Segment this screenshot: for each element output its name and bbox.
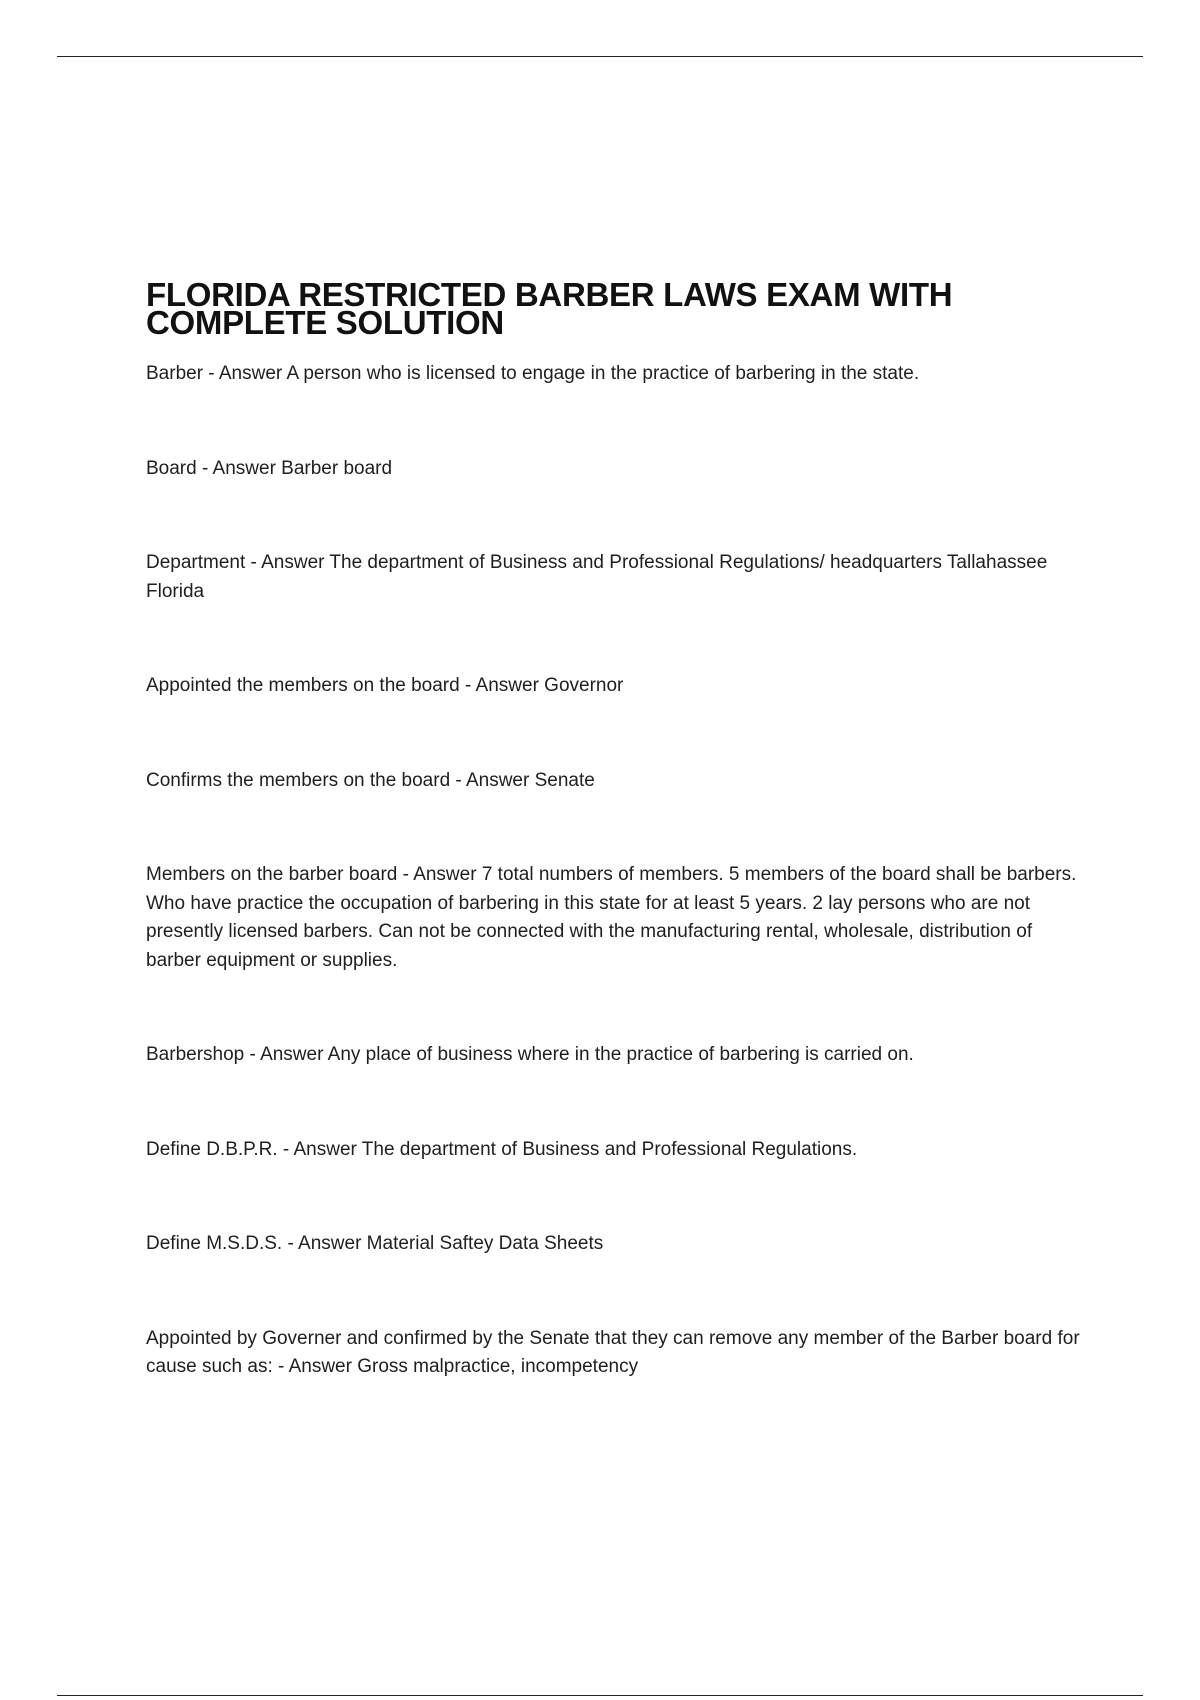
bottom-rule — [57, 1695, 1143, 1696]
qa-item-barber: Barber - Answer A person who is licensed to engage in the practice of barbering in the state. — [146, 363, 920, 384]
qa-item-appointed: Appointed the members on the board - Answer Governor — [146, 675, 624, 696]
qa-item-dbpr: Define D.B.P.R. - Answer The department of Business and Professional Regulations. — [146, 1138, 858, 1160]
qa-item-confirms: Confirms the members on the board - Answer Senate — [146, 769, 595, 791]
qa-item-members: Members on the barber board - Answer 7 total numbers of members. 5 members of the board shall be barbers. Who have practice the occupation of barbering in this state for at least 5 years. 2 lay persons who are not presently licensed barbers. Can not be connected with the manufacturing rental, wholesale, distribution of barber equipment or supplies. — [146, 864, 1077, 971]
qa-item-removal: Appointed by Governer and confirmed by the Senate that they can remove any member of the Barber board for cause such as: - Answer Gross malpractice, incompetency — [146, 1327, 1080, 1377]
qa-item-msds: Define M.S.D.S. - Answer Material Saftey Data Sheets — [146, 1233, 604, 1254]
document-body — [146, 276, 1091, 1382]
qa-item-board: Board - Answer Barber board — [146, 457, 393, 479]
title-line-1: FLORIDA RESTRICTED BARBER LAWS EXAM WITH — [146, 276, 953, 313]
title-line-2: COMPLETE SOLUTION — [146, 304, 504, 341]
question-answer-list — [146, 360, 1091, 1382]
qa-item-barbershop: Barbershop - Answer Any place of business where in the practice of barbering is carried on. — [146, 1044, 914, 1065]
top-rule — [57, 56, 1143, 57]
qa-item-department: Department - Answer The department of Business and Professional Regulations/ headquarters Tallahassee Florida — [146, 552, 1048, 602]
document-title — [146, 276, 1091, 341]
